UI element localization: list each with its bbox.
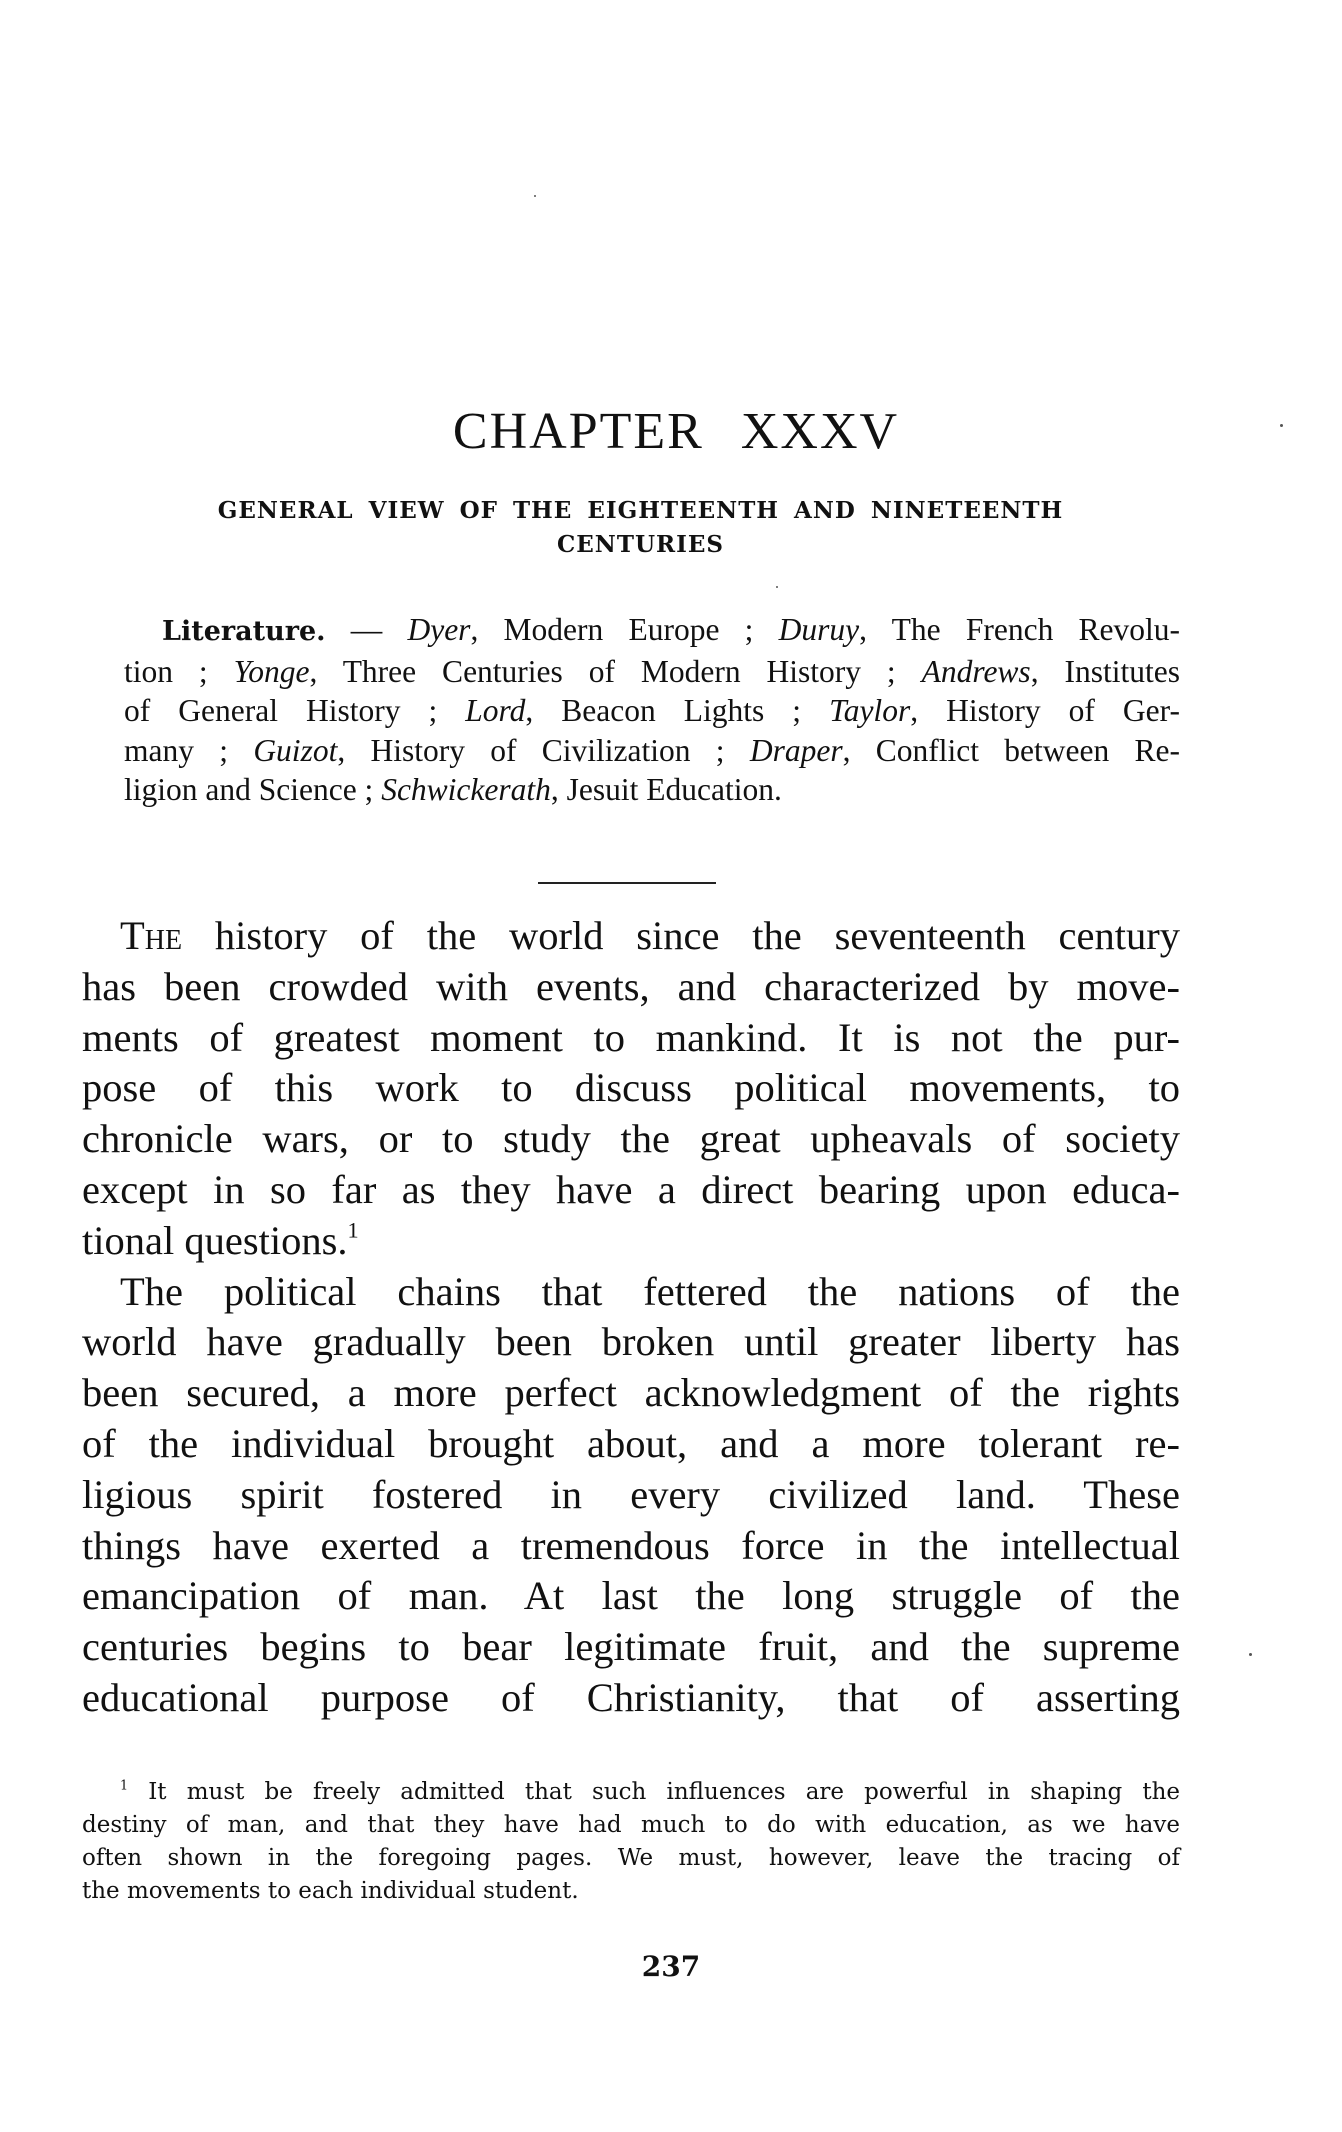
reference-text: of General History ; [124, 693, 466, 728]
literature-line [86, 770, 1180, 810]
author-name: Draper [749, 732, 843, 768]
footnote-line: the movements to each individual student. [82, 1878, 579, 1904]
chapter-heading [0, 402, 1342, 461]
author-name: Dyer [407, 612, 471, 647]
subtitle-line-1: GENERAL VIEW OF THE EIGHTEENTH AND NINETEENTH [217, 497, 1064, 524]
author-name: Yonge [233, 653, 310, 689]
scan-speck [534, 195, 536, 197]
text-line: ments of greatest moment to mankind. It is not the pur- [82, 1014, 1180, 1060]
footnote [82, 1776, 1180, 1908]
author-name: Taylor [829, 693, 911, 728]
reference-text: — [325, 612, 408, 647]
text-line: except in so far as they have a direct bearing upon educa- [82, 1166, 1180, 1212]
text-line: of the individual brought about, and a more tolerant re- [82, 1420, 1180, 1466]
reference-text: , Institutes [1030, 653, 1180, 689]
text-line: world have gradually been broken until greater liberty has [82, 1319, 1180, 1365]
text-line: chronicle wars, or to study the great upheavals of society [82, 1116, 1180, 1162]
author-name: Guizot [253, 732, 338, 768]
reference-text: ligion and Science ; [124, 772, 382, 807]
reference-text: , The French Revolu- [859, 612, 1181, 647]
scan-speck [776, 586, 778, 588]
literature-line [86, 691, 1180, 731]
text-line: things have exerted a tremendous force in the intellectual [82, 1522, 1180, 1568]
text-line: ligious spirit fostered in every civilized land. These [82, 1471, 1180, 1517]
drop-word: The [120, 913, 183, 958]
text-line: pose of this work to discuss political movements, to [82, 1065, 1180, 1111]
text-line: educational purpose of Christianity, that of asserting [82, 1674, 1180, 1720]
subtitle-line-2: CENTURIES [556, 531, 725, 558]
text-line: The history of the world since the seventeenth century [120, 913, 1180, 958]
body-text [82, 911, 1180, 1724]
scan-speck [1280, 424, 1283, 427]
reference-text: , Conflict between Re- [842, 732, 1180, 768]
section-divider [538, 882, 716, 884]
text-line: has been crowded with events, and characterized by move- [82, 963, 1180, 1009]
author-name: Lord [465, 693, 526, 728]
chapter-number: XXXV [740, 403, 900, 460]
reference-text: , Jesuit Education. [550, 772, 782, 807]
scan-speck [1249, 1653, 1252, 1656]
reference-text: , Beacon Lights ; [525, 693, 830, 728]
literature-line [86, 731, 1180, 771]
page-number: 237 [641, 1950, 701, 1983]
text-line: centuries begins to bear legitimate fruit, and the supreme [82, 1624, 1180, 1670]
reference-text: , Modern Europe ; [470, 612, 779, 647]
literature-line [86, 652, 1180, 692]
text-line: The political chains that fettered the nations of the [120, 1268, 1180, 1314]
footnote-reference: 1 [347, 1217, 359, 1243]
reference-text: tion ; [124, 653, 234, 689]
chapter-subtitle [118, 494, 1163, 562]
footnote-line: often shown in the foregoing pages. We must, however, leave the tracing of [82, 1845, 1180, 1871]
text-line: emancipation of man. At last the long struggle of the [82, 1573, 1180, 1619]
paragraph-1 [82, 911, 1180, 1267]
reference-text: , Three Centuries of Modern History ; [309, 653, 922, 689]
literature-references [86, 610, 1180, 810]
chapter-label: CHAPTER [452, 403, 704, 460]
author-name: Duruy [778, 612, 860, 647]
footnote-marker: 1 [120, 1777, 129, 1793]
text-line: tional questions.$^1$ [82, 1217, 359, 1263]
footnote-line: destiny of man, and that they have had much to do with education, as we have [82, 1812, 1180, 1838]
literature-line [86, 610, 1180, 652]
footnote-line: $^1$ It must be freely admitted that such influences are powerful in shaping the [120, 1777, 1180, 1805]
author-name: Schwickerath [381, 772, 551, 807]
reference-text: many ; [124, 732, 254, 768]
reference-text: , History of Ger- [910, 693, 1180, 728]
reference-text: , History of Civilization ; [337, 732, 750, 768]
text-line: been secured, a more perfect acknowledgment of the rights [82, 1370, 1180, 1416]
author-name: Andrews [921, 653, 1031, 689]
paragraph-2 [82, 1267, 1180, 1724]
literature-label: Literature. [162, 616, 326, 647]
